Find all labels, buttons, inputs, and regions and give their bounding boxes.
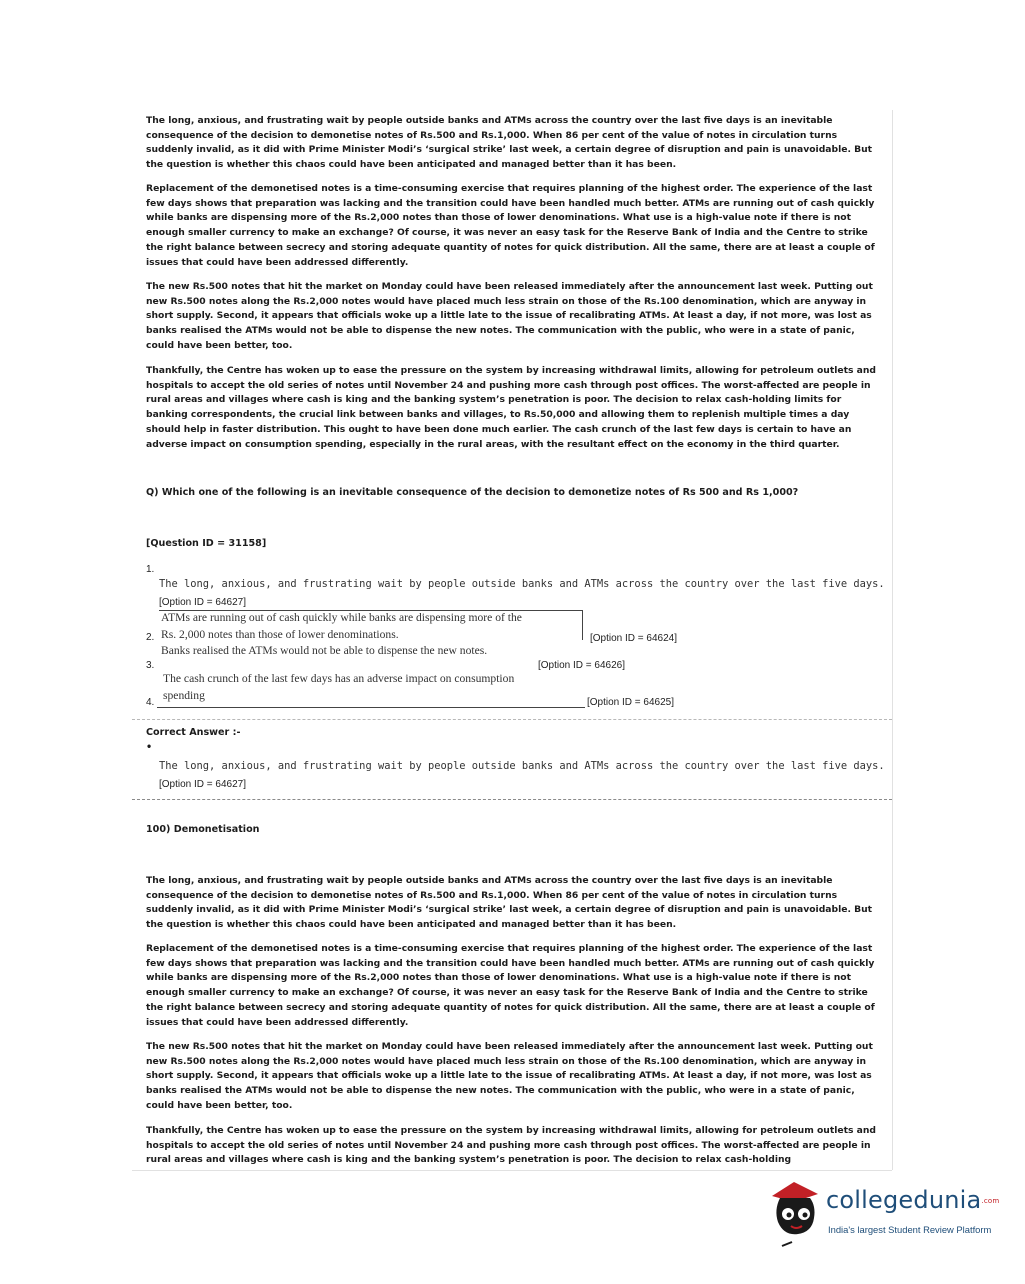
option-4-bottom-rule bbox=[157, 707, 585, 708]
option-1-text[interactable]: The long, anxious, and frustrating wait by people outside banks and ATMs across the country over the last five days. bbox=[159, 578, 885, 590]
passage-paragraph-2: Replacement of the demonetised notes is a time-consuming exercise that requires planning of the highest order. The experience of the last few days shows that preparation was lacking and the transition could have been handled much better. ATMs are running out of cash quickly while banks are dispensing more of the Rs.2,000 notes than those of lower denominations. What use is a high-value note if there is not enough smaller currency to make an exchange? Of course, it was never an easy task for the Reserve Bank of India and the Centre to strike the right balance between secrecy and storing adequate quantity of notes for quick distribution. All the same, there are at least a couple of issues that could have been addressed differently. bbox=[146, 183, 875, 268]
question-text: Q) Which one of the following is an inevitable consequence of the decision to demonetize notes of Rs 500 and Rs 1,000? bbox=[146, 487, 799, 498]
correct-answer-bullet: • bbox=[146, 742, 153, 753]
correct-answer-text: The long, anxious, and frustrating wait by people outside banks and ATMs across the country over the last five days. bbox=[159, 760, 885, 772]
section-heading: 100) Demonetisation bbox=[146, 824, 260, 835]
correct-answer-label: Correct Answer :- bbox=[146, 727, 241, 738]
option-2-text-line2[interactable]: Rs. 2,000 notes than those of lower denominations. bbox=[161, 628, 399, 641]
question-end-divider bbox=[132, 799, 892, 800]
option-4-id: [Option ID = 64625] bbox=[587, 697, 675, 708]
page-bottom-edge bbox=[132, 1170, 892, 1171]
option-2-number: 2. bbox=[146, 632, 155, 643]
passage-paragraph-4: Thankfully, the Centre has woken up to ease the pressure on the system by increasing withdrawal limits, allowing for petroleum outlets and hospitals to accept the old series of notes until November 24 and pushing more cash through post offices. The worst-affected are people in rural areas and villages where cash is king and the banking system’s penetration is poor. The decision to relax cash-holding limits for banking correspondents, the crucial link between banks and villages, to Rs.50,000 and allowing them to replenish multiple times a day should help in faster distribution. This ought to have been done much earlier. The cash crunch of the last few days is certain to have an adverse impact on consumption spending, especially in the rural areas, with the resultant effect on the economy in the third quarter. bbox=[146, 365, 876, 450]
logo-name-main: collegedunia bbox=[826, 1186, 982, 1214]
option-4-number: 4. bbox=[146, 697, 155, 708]
option-2-id: [Option ID = 64624] bbox=[590, 633, 678, 644]
logo-name-suffix: .com bbox=[981, 1197, 1000, 1205]
option-2-text-line1[interactable]: ATMs are running out of cash quickly while banks are dispensing more of the bbox=[161, 611, 522, 624]
correct-answer-id: [Option ID = 64627] bbox=[159, 779, 247, 790]
option-3-text[interactable]: Banks realised the ATMs would not be able to dispense the new notes. bbox=[161, 644, 488, 657]
passage-bottom-paragraph-1: The long, anxious, and frustrating wait by people outside banks and ATMs across the country over the last five days is an inevitable consequence of the decision to demonetise notes of Rs.500 and Rs.1,000. When 86 per cent of the value of notes in circulation turns suddenly invalid, as it did with Prime Minister Modi’s ‘surgical strike’ last week, a certain degree of disruption and pain is unavoidable. But the question is whether this chaos could have been anticipated and managed better than it has been. bbox=[146, 875, 873, 931]
options-divider bbox=[132, 719, 892, 720]
option-4-text-line2[interactable]: spending bbox=[163, 689, 205, 702]
option-4-text-line1[interactable]: The cash crunch of the last few days has an adverse impact on consumption bbox=[163, 672, 515, 685]
option-3-number: 3. bbox=[146, 660, 155, 671]
collegedunia-logo bbox=[764, 1176, 1004, 1256]
option-1-id: [Option ID = 64627] bbox=[159, 597, 247, 608]
option-1-number: 1. bbox=[146, 564, 155, 575]
passage-bottom-paragraph-3: The new Rs.500 notes that hit the market on Monday could have been released immediately after the announcement last week. Putting out new Rs.500 notes along the Rs.2,000 notes would have placed much less strain on those of the Rs.100 denomination, which are anyway in short supply. Second, it appears that officials woke up a little late to the issue of recalibrating ATMs. At least a day, if not more, was lost as banks realised the ATMs would not be able to dispense the new notes. The communication with the public, who were in a state of panic, could have been better, too. bbox=[146, 1041, 873, 1111]
option-3-id: [Option ID = 64626] bbox=[538, 660, 626, 671]
passage-paragraph-1: The long, anxious, and frustrating wait by people outside banks and ATMs across the country over the last five days is an inevitable consequence of the decision to demonetise notes of Rs.500 and Rs.1,000. When 86 per cent of the value of notes in circulation turns suddenly invalid, as it did with Prime Minister Modi’s ‘surgical strike’ last week, a certain degree of disruption and pain is unavoidable. But the question is whether this chaos could have been anticipated and managed better than it has been. bbox=[146, 115, 873, 171]
question-id: [Question ID = 31158] bbox=[146, 538, 267, 549]
mascot-icon bbox=[764, 1176, 824, 1256]
logo-wordmark bbox=[826, 1186, 999, 1214]
passage-paragraph-3: The new Rs.500 notes that hit the market on Monday could have been released immediately after the announcement last week. Putting out new Rs.500 notes along the Rs.2,000 notes would have placed much less strain on those of the Rs.100 denomination, which are anyway in short supply. Second, it appears that officials woke up a little late to the issue of recalibrating ATMs. At least a day, if not more, was lost as banks realised the ATMs would not be able to dispense the new notes. The communication with the public, who were in a state of panic, could have been better, too. bbox=[146, 281, 873, 351]
passage-bottom-paragraph-4: Thankfully, the Centre has woken up to ease the pressure on the system by increasing withdrawal limits, allowing for petroleum outlets and hospitals to accept the old series of notes until November 24 and pushing more cash through post offices. The worst-affected are people in rural areas and villages where cash is king and the banking system’s penetration is poor. The decision to relax cash-holding bbox=[146, 1125, 876, 1166]
passage-bottom-paragraph-2: Replacement of the demonetised notes is a time-consuming exercise that requires planning of the highest order. The experience of the last few days shows that preparation was lacking and the transition could have been handled much better. ATMs are running out of cash quickly while banks are dispensing more of the Rs.2,000 notes than those of lower denominations. What use is a high-value note if there is not enough smaller currency to make an exchange? Of course, it was never an easy task for the Reserve Bank of India and the Centre to strike the right balance between secrecy and storing adequate quantity of notes for quick distribution. All the same, there are at least a couple of issues that could have been addressed differently. bbox=[146, 943, 875, 1028]
option-2-right-rule bbox=[582, 610, 583, 640]
logo-tagline: India's largest Student Review Platform bbox=[828, 1224, 992, 1235]
